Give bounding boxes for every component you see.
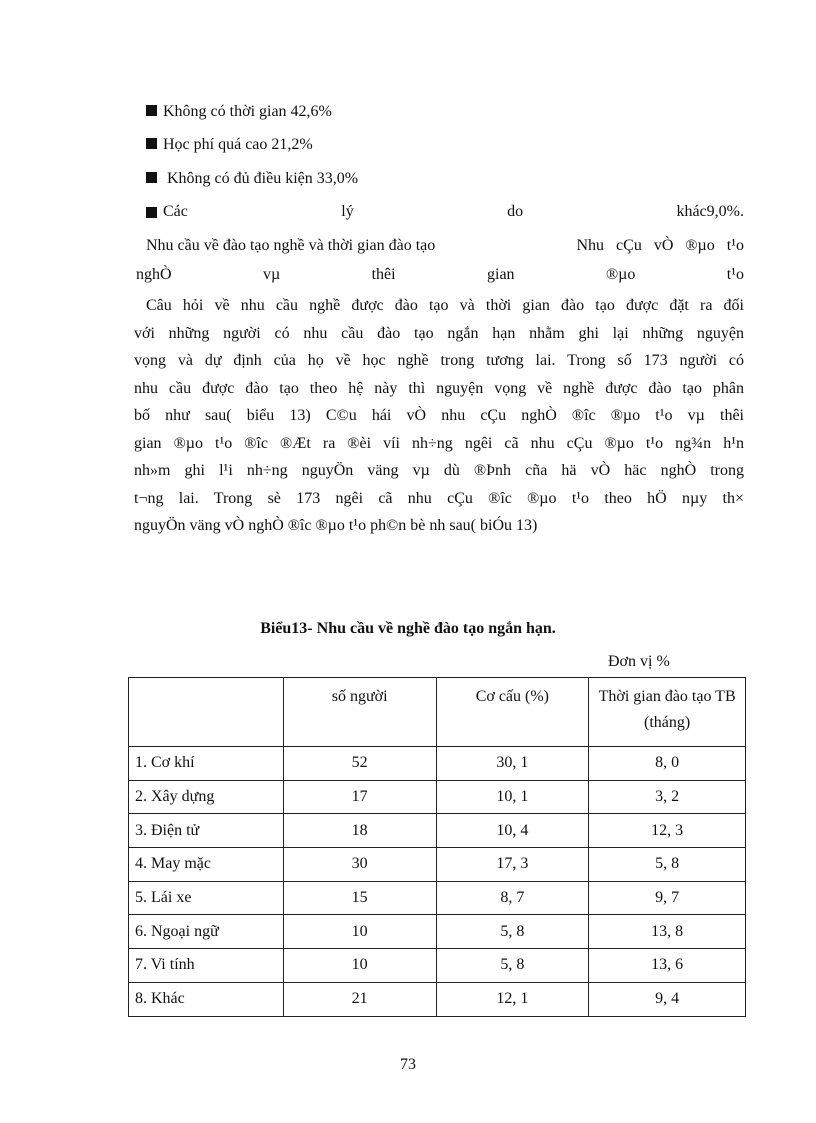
paragraph-line: với những người có nhu cầu đào tạo ngắn hạn nhằm ghi lại những nguyện: [134, 324, 744, 342]
table-cell: 10, 4: [436, 814, 589, 848]
row-label-cell: 8. Khác: [129, 982, 284, 1016]
table-cell: 9, 4: [589, 982, 746, 1016]
table-cell: 10: [283, 949, 436, 983]
bullet-item: [146, 169, 358, 189]
table-cell: 52: [283, 747, 436, 781]
section-heading-line: [146, 236, 744, 256]
bullet-item: [146, 102, 332, 122]
table-cell: 10: [283, 915, 436, 949]
section-heading-line-2: [136, 265, 744, 285]
row-label-cell: 7. Vi tính: [129, 949, 284, 983]
table-row: [129, 780, 746, 814]
table-cell: 21: [283, 982, 436, 1016]
word: nghÒ: [136, 266, 172, 283]
table-row: [129, 848, 746, 882]
word: t¹o: [726, 266, 744, 283]
table-cell: 17: [283, 780, 436, 814]
table-cell: 8, 7: [436, 881, 589, 915]
paragraph-line: bố như sau( biểu 13) C©u hái vÒ nhu cÇu nghÒ ®îc ®µo t¹o vµ thêi: [134, 407, 744, 424]
word: thêi: [371, 266, 396, 283]
square-bullet-icon: [146, 172, 157, 183]
table-cell: 5, 8: [436, 915, 589, 949]
bullet-text: Học phí quá cao 21,2%: [163, 136, 313, 153]
table-cell: 5, 8: [436, 949, 589, 983]
word: do: [507, 203, 524, 220]
row-label-cell: 6. Ngoại ngữ: [129, 915, 284, 949]
table-unit: Đơn vị %: [608, 653, 670, 670]
bullet-item-justified: [146, 202, 744, 222]
word: vµ: [262, 266, 281, 283]
word: Các: [163, 203, 188, 220]
word: khác9,0%.: [676, 203, 744, 220]
table-cell: 12, 1: [436, 982, 589, 1016]
bullet-text: Không có đủ điều kiện 33,0%: [163, 170, 359, 187]
row-label-cell: 4. May mặc: [129, 848, 284, 882]
table-cell: 15: [283, 881, 436, 915]
table-row: [129, 814, 746, 848]
table-cell: 13, 8: [589, 915, 746, 949]
paragraph-line: Câu hỏi về nhu cầu nghề được đào tạo và thời gian đào tạo được đặt ra đối: [146, 297, 744, 314]
square-bullet-icon: [146, 138, 157, 149]
square-bullet-icon: [146, 207, 157, 218]
row-label-cell: 3. Điện tử: [129, 814, 284, 848]
data-table: [128, 677, 746, 1017]
bullet-text: Không có thời gian 42,6%: [163, 103, 332, 120]
table-cell: 8, 0: [589, 747, 746, 781]
paragraph-line: vọng và dự định của họ về học nghề trong tương lai. Trong số 173 người có: [134, 352, 744, 369]
body-paragraph: [134, 292, 744, 540]
page-number: 73: [400, 1056, 416, 1073]
table-cell: 3, 2: [589, 780, 746, 814]
row-label-cell: 2. Xây dựng: [129, 780, 284, 814]
table-cell: 17, 3: [436, 848, 589, 882]
paragraph-line: nh»m ghi l¹i nh÷ng nguyÖn väng vµ dù ®Þnh cña hä vÒ häc nghÒ trong: [134, 462, 744, 479]
table-row: [129, 915, 746, 949]
header-cell: [129, 678, 284, 747]
header-cell: Thời gian đào tạo TB (tháng): [589, 678, 746, 747]
header-cell: Cơ cấu (%): [436, 678, 589, 747]
table-row: [129, 949, 746, 983]
paragraph-line: nhu cầu được đào tạo theo hệ này thì nguyện vọng về nghề được đào tạo phân: [134, 379, 744, 397]
word: gian: [487, 266, 515, 283]
table-row: [129, 747, 746, 781]
square-bullet-icon: [146, 105, 157, 116]
table-header-row: [129, 678, 746, 747]
table-cell: 18: [283, 814, 436, 848]
paragraph-line: t¬ng lai. Trong sè 173 ngêi cã nhu cÇu ®îc ®µo t¹o theo hÖ nµy th×: [134, 489, 744, 507]
table-cell: 5, 8: [589, 848, 746, 882]
table-cell: 13, 6: [589, 949, 746, 983]
word: lý: [341, 203, 354, 220]
row-label-cell: 5. Lái xe: [129, 881, 284, 915]
bullet-item: [146, 135, 313, 155]
table-cell: 12, 3: [589, 814, 746, 848]
paragraph-line: nguyÖn väng vÒ nghÒ ®îc ®µo t¹o ph©n bè nh sau( biÓu 13): [134, 517, 538, 534]
table-row: [129, 982, 746, 1016]
table-caption: Biểu13- Nhu cầu về nghề đào tạo ngắn hạn.: [260, 620, 556, 637]
table-cell: 30: [283, 848, 436, 882]
header-cell: số người: [283, 678, 436, 747]
table-cell: 10, 1: [436, 780, 589, 814]
word: ®µo: [605, 266, 636, 283]
paragraph-line: gian ®µo t¹o ®îc ®Æt ra ®èi víi nh÷ng ngêi cã nhu cÇu ®µo t¹o ng¾n h¹n: [134, 434, 744, 452]
table-cell: 30, 1: [436, 747, 589, 781]
table-row: [129, 881, 746, 915]
heading-text: Nhu cầu về đào tạo nghề và thời gian đào tạo: [146, 237, 436, 254]
row-label-cell: 1. Cơ khí: [129, 747, 284, 781]
table-cell: 9, 7: [589, 881, 746, 915]
heading-text-garbled: Nhu cÇu vÒ ®µo t¹o: [576, 237, 744, 254]
